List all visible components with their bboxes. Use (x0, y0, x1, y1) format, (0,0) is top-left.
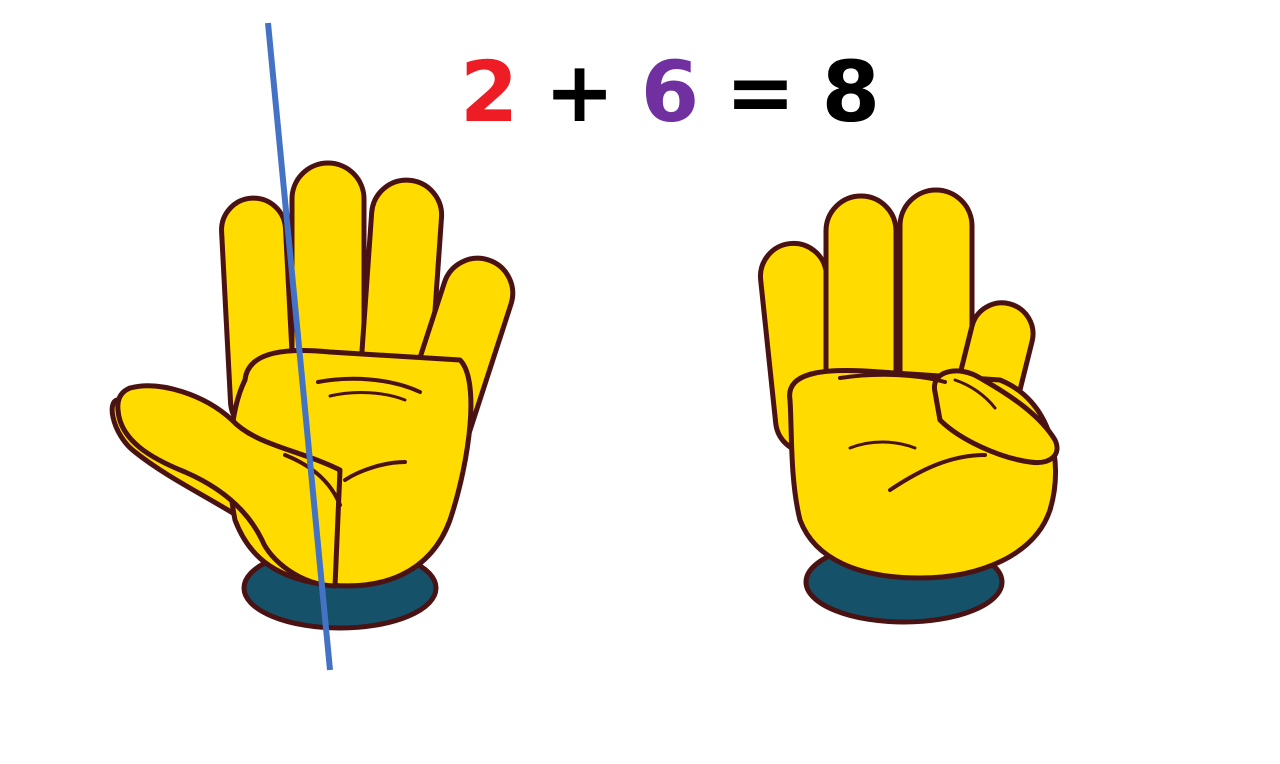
plus-sign: + (544, 43, 615, 141)
addend-a: 2 (459, 43, 519, 141)
equals-sign: = (725, 43, 796, 141)
three-fingers-hand-icon (757, 190, 1057, 622)
addend-b: 6 (640, 43, 700, 141)
result: 8 (821, 43, 881, 141)
